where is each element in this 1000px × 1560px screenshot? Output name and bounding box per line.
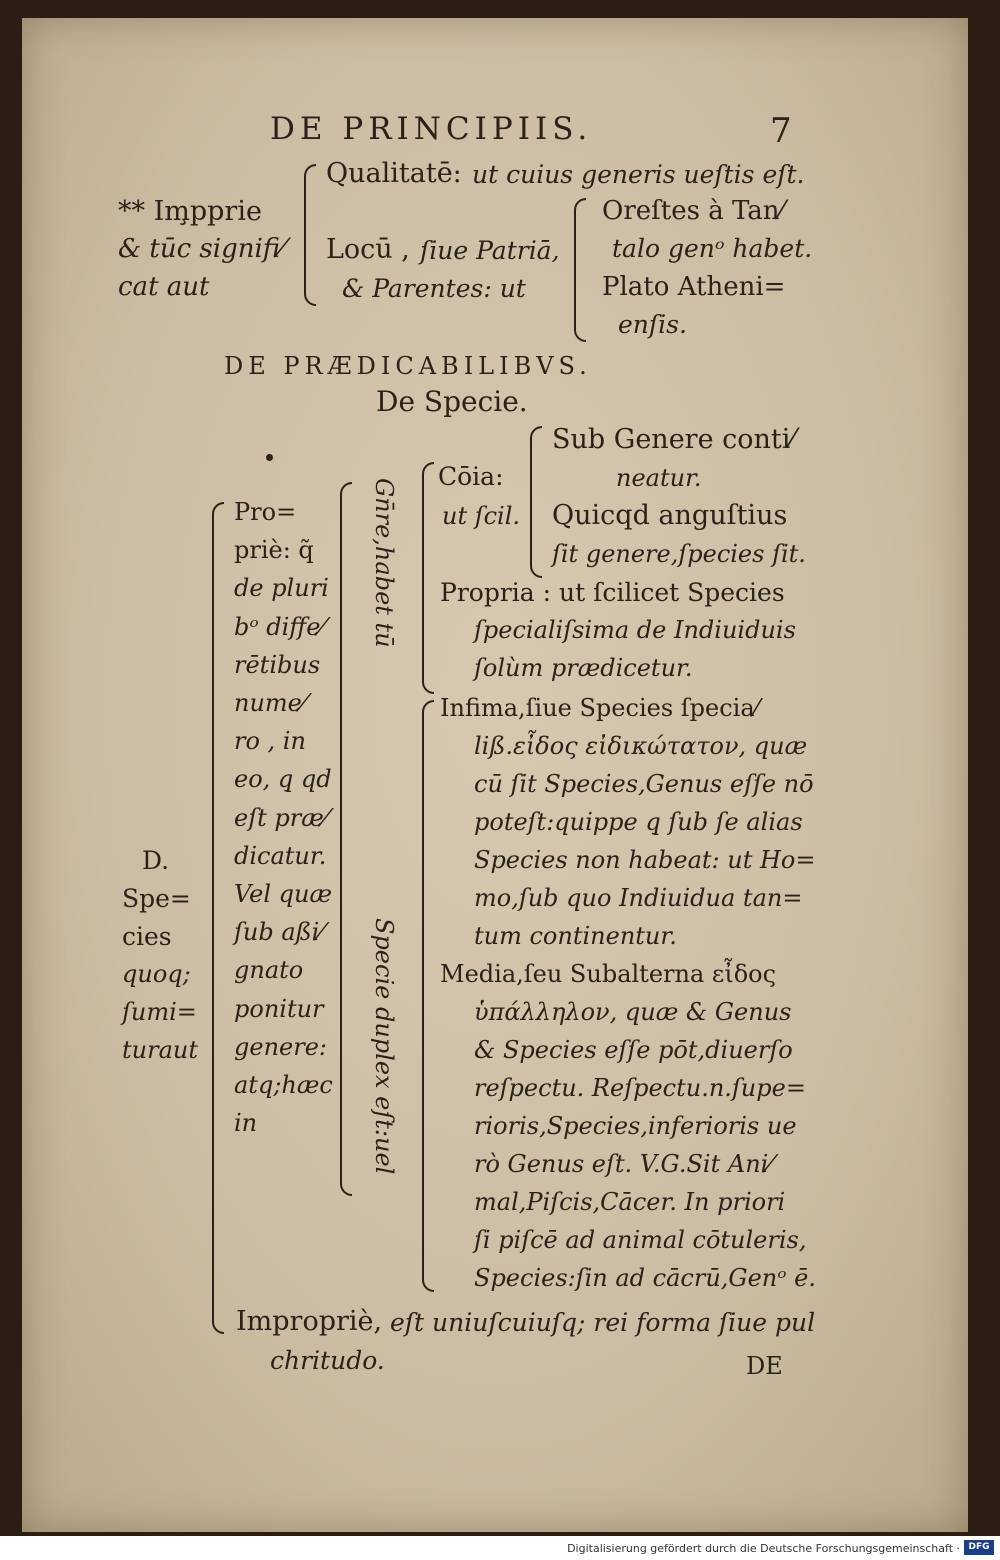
- book-page: [22, 18, 968, 1532]
- proprie-line-12: ſub aßi⁄: [234, 918, 324, 947]
- propria-line3: ſolùm prædicetur.: [474, 654, 693, 682]
- infima-line-5: Species non habeat: ut Ho=: [474, 846, 816, 874]
- proprie-line-17: in: [234, 1109, 258, 1138]
- propria-line2: ſpecialiſsima de Indiuiduis: [474, 616, 796, 644]
- infima-line-2: liß.εἶδος εἰδικώτατον, quæ: [474, 732, 808, 760]
- brace-infima-media: [422, 700, 434, 1292]
- outer-label-6: turaut: [122, 1036, 198, 1064]
- outer-label-3: cies: [122, 922, 172, 951]
- proprie-line-15: genere:: [234, 1032, 327, 1061]
- media-line-9: Species:ſin ad cācrū,Genᵒ ē.: [474, 1264, 816, 1292]
- footer-bar: [0, 1536, 1000, 1560]
- proprie-line-5: rētibus: [234, 650, 321, 679]
- coia-sub: ut ſcil.: [442, 502, 521, 530]
- vertical-genere-label: Gn̄re,habet tū: [370, 478, 398, 648]
- sub-genere-line1: Sub Genere conti⁄: [552, 424, 795, 455]
- proprie-line-10: dicatur.: [234, 841, 327, 870]
- brace-coia-propria: [422, 462, 434, 694]
- parentes-text: & Parentes: ut: [342, 274, 526, 303]
- orestes-line1: Oreſtes à Tan⁄: [602, 196, 784, 226]
- top-left-label-line2: & tūc signifi⁄: [118, 234, 285, 264]
- qualitate-text: ut cuius generis ueſtis eſt.: [472, 160, 805, 189]
- top-left-label-line3: cat aut: [118, 272, 210, 302]
- ornament-dot: [266, 454, 273, 461]
- page-number: 7: [770, 111, 792, 151]
- infima-line-3: cū ſit Species,Genus eſſe nō: [474, 770, 814, 798]
- locu-label: Locū ,: [326, 234, 410, 265]
- sub-genere-line3: Quicqd anguſtius: [552, 500, 788, 531]
- catchword: DE: [746, 1352, 783, 1380]
- dfg-logo: DFG: [964, 1540, 994, 1555]
- brace-orestes: [574, 198, 586, 342]
- proprie-line-3: de pluri: [234, 574, 329, 603]
- proprie-line-16: atq;hæc: [234, 1071, 333, 1099]
- sub-genere-line4: ſit genere,ſpecies ſit.: [552, 540, 806, 568]
- media-line-6: rò Genus eſt. V.G.Sit Ani⁄: [474, 1150, 773, 1178]
- infima-line-6: mo,ſub quo Indiuidua tan=: [474, 884, 803, 912]
- infima-line-1: Infima,ſiue Species ſpecia⁄: [440, 694, 759, 722]
- media-line-8: ſi piſcē ad animal cōtuleris,: [474, 1226, 807, 1254]
- brace-proprie: [340, 482, 352, 1196]
- orestes-line4: enſis.: [618, 310, 687, 339]
- media-line-2: ὑπάλληλον, quæ & Genus: [474, 998, 792, 1026]
- proprie-line-4: bᵒ diffe⁄: [234, 612, 325, 641]
- qualitate-label: Qualitatē:: [326, 158, 462, 189]
- media-line-7: mal,Piſcis,Cācer. In priori: [474, 1188, 786, 1216]
- brace-sub-genere: [530, 426, 542, 578]
- proprie-line-8: eo, q̧ qd: [234, 765, 332, 794]
- subsection-title: De Specie.: [376, 385, 528, 418]
- improprie-end: chritudo.: [270, 1346, 385, 1375]
- brace-qualitate: [304, 164, 316, 306]
- sub-genere-line2: neatur.: [616, 464, 702, 492]
- vertical-specie-label: Specie duplex eſt:uel: [370, 918, 398, 1175]
- proprie-line-13: gnato: [234, 956, 304, 985]
- media-line-5: rioris,Species,inferioris ue: [474, 1112, 797, 1140]
- locu-text: ſiue Patriā,: [420, 236, 560, 265]
- proprie-line-11: Vel quæ: [234, 880, 333, 908]
- propria-line1: Propria : ut ſcilicet Species: [440, 578, 785, 607]
- proprie-line-2: priè: q̃: [234, 536, 314, 565]
- improprie-text: eſt uniuſcuiuſq; rei forma ſiue pul: [390, 1308, 816, 1337]
- brace-outer: [212, 502, 224, 1334]
- outer-label-5: ſumi=: [122, 998, 197, 1026]
- running-header: DE PRINCIPIIS.: [270, 111, 593, 147]
- outer-label-4: quoq;: [122, 960, 191, 988]
- proprie-line-1: Pro=: [234, 498, 297, 526]
- infima-line-7: tum continentur.: [474, 922, 677, 950]
- improprie-label: Impropriè,: [236, 1306, 383, 1337]
- footer-text: Digitalisierung gefördert durch die Deutsche Forschungsgemeinschaft ·: [567, 1542, 960, 1555]
- proprie-line-14: ponitur: [234, 994, 324, 1023]
- coia-label: Cōia:: [438, 462, 504, 491]
- proprie-line-6: nume⁄: [234, 689, 306, 717]
- orestes-line3: Plato Atheni=: [602, 272, 786, 302]
- section-title: DE PRÆDICABILIBVS.: [224, 352, 592, 380]
- top-left-label-line1: ** Im̧pprie: [118, 196, 262, 227]
- outer-label-1: D.: [142, 846, 170, 875]
- media-line-1: Media,ſeu Subalterna εἶδος: [440, 960, 777, 988]
- media-line-3: & Species eſſe pōt,diuerſo: [474, 1036, 793, 1064]
- media-line-4: reſpectu. Reſpectu.n.ſupe=: [474, 1074, 806, 1102]
- proprie-line-7: ro , in: [234, 727, 306, 756]
- outer-label-2: Spe=: [122, 884, 191, 913]
- orestes-line2: talo genᵒ habet.: [612, 234, 813, 263]
- proprie-line-9: eſt præ⁄: [234, 803, 328, 832]
- infima-line-4: poteſt:quippe q̧ ſub ſe alias: [474, 808, 803, 836]
